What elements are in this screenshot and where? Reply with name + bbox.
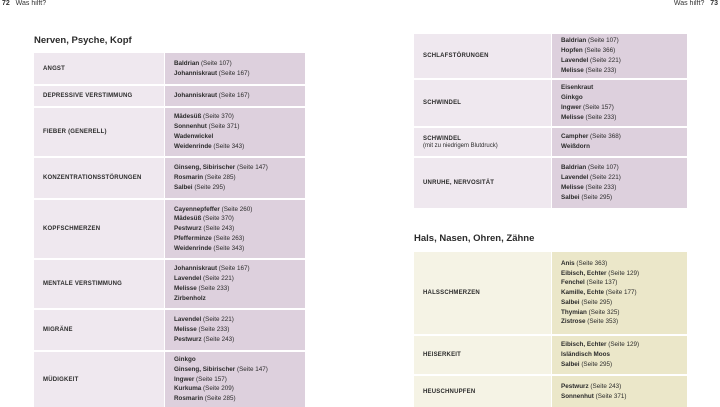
page-reference: (Seite 233): [585, 184, 617, 191]
remedy-item: [561, 46, 687, 56]
page-reference: (Seite 167): [218, 92, 250, 100]
page-reference: (Seite 221): [590, 174, 621, 182]
page-reference: (Seite 260): [221, 205, 253, 213]
page-reference: (Seite 243): [203, 225, 235, 233]
remedy-name: Salbei: [561, 193, 580, 201]
remedy-name: Salbei: [561, 298, 580, 306]
page-reference: (Seite 295): [581, 360, 613, 368]
remedy-item: [561, 83, 687, 93]
remedy-item: [561, 132, 687, 142]
running-title-left: Was hilft?: [15, 0, 47, 7]
page-reference: (Seite 363): [576, 259, 608, 267]
remedy-item: [561, 278, 687, 288]
table-row: [414, 34, 687, 78]
symptom-name: HALSSCHMERZEN: [423, 290, 480, 296]
page-number-right: 73: [710, 0, 718, 7]
symptom-name: HEISERKEIT: [423, 352, 462, 358]
remedy-item: [174, 234, 305, 244]
symptom-name: MENTALE VERSTIMMUNG: [43, 281, 123, 287]
remedy-name: Zistrose: [561, 318, 586, 326]
remedy-item: [561, 269, 687, 279]
remedy-name: Lavendel: [561, 57, 589, 64]
symptom-label: [414, 128, 551, 156]
symptom-label: [414, 34, 551, 78]
table-row: [414, 252, 687, 334]
remedy-item: [174, 315, 305, 325]
remedy-item: [174, 122, 305, 132]
remedy-name: Wadenwickel: [174, 133, 214, 140]
table-row: [34, 260, 305, 308]
remedy-item: [561, 173, 687, 183]
symptom-label: [34, 86, 164, 106]
symptom-name: SCHWINDEL: [423, 135, 462, 142]
table-row: [34, 200, 305, 258]
remedy-item: [174, 59, 305, 69]
remedy-list: [165, 200, 305, 258]
remedy-item: [561, 360, 687, 370]
section-title-nerven: Nerven, Psyche, Kopf: [34, 35, 132, 46]
page-reference: (Seite 371): [595, 392, 627, 400]
remedy-name: Ginseng, Sibirischer: [174, 164, 236, 172]
remedy-item: [174, 394, 305, 404]
remedy-name: Melisse: [561, 66, 584, 74]
remedy-name: Melisse: [174, 285, 197, 292]
remedy-name: Cayennepfeffer: [174, 205, 220, 213]
remedy-list: [552, 376, 687, 407]
remedy-name: Ginkgo: [174, 356, 196, 363]
symptom-label: [34, 310, 164, 350]
page-reference: (Seite 370): [203, 215, 234, 223]
remedy-name: Ingwer: [561, 104, 582, 111]
remedy-list: [165, 108, 305, 156]
page-reference: (Seite 295): [581, 193, 613, 201]
remedy-name: Eibisch, Echter: [561, 341, 607, 349]
remedy-list: [552, 336, 687, 374]
symptom-label: [34, 260, 164, 308]
page-reference: (Seite 157): [583, 104, 614, 111]
symptom-label: [414, 336, 551, 374]
remedy-list: [165, 158, 305, 198]
symptom-label: [414, 252, 551, 334]
page-reference: (Seite 107): [200, 59, 232, 67]
remedy-name: Pestwurz: [174, 335, 202, 343]
page-reference: (Seite 157): [196, 375, 227, 383]
page-reference: (Seite 147): [237, 365, 268, 373]
table-row: [34, 86, 305, 106]
page-reference: (Seite 295): [581, 298, 613, 306]
remedy-name: Campher: [561, 133, 589, 141]
remedy-list: [552, 128, 687, 156]
remedy-item: [561, 317, 687, 327]
remedy-name: Weißdorn: [561, 143, 590, 150]
table-row: [414, 158, 687, 208]
remedy-item: [561, 382, 687, 392]
remedy-item: [561, 36, 687, 46]
table-row: [34, 310, 305, 350]
page-reference: (Seite 295): [194, 183, 226, 191]
remedy-name: Pestwurz: [561, 382, 589, 390]
remedy-name: Weidenrinde: [174, 142, 212, 150]
remedy-name: Melisse: [174, 326, 197, 334]
remedy-item: [174, 163, 305, 173]
page-reference: (Seite 167): [218, 265, 250, 273]
symptom-label: [414, 158, 551, 208]
remedy-table-nerven-continued: [414, 34, 687, 208]
remedy-name: Baldrian: [561, 37, 587, 45]
remedy-name: Baldrian: [561, 164, 587, 172]
page-reference: (Seite 137): [586, 279, 618, 287]
remedy-name: Fenchel: [561, 279, 585, 287]
page-reference: (Seite 221): [203, 316, 234, 324]
page-reference: (Seite 147): [237, 164, 268, 172]
symptom-label: [414, 80, 551, 126]
remedy-name: Eibisch, Echter: [561, 269, 607, 277]
page-number-left: 72: [2, 0, 10, 7]
symptom-label: [414, 376, 551, 407]
symptom-label: [34, 53, 164, 84]
remedy-item: [174, 173, 305, 183]
symptom-name: MÜDIGKEIT: [43, 376, 79, 383]
remedy-name: Johanniskraut: [174, 92, 218, 100]
remedy-item: [174, 205, 305, 215]
symptom-name: SCHLAFSTÖRUNGEN: [423, 53, 489, 59]
remedy-name: Mädesüß: [174, 113, 202, 121]
symptom-name: FIEBER (GENERELL): [43, 129, 107, 135]
page-reference: (Seite 233): [198, 326, 230, 334]
remedy-item: [561, 340, 687, 350]
page-reference: (Seite 370): [203, 113, 234, 121]
table-row: [34, 53, 305, 84]
symptom-name: UNRUHE, NERVOSITÄT: [423, 180, 495, 186]
remedy-item: [561, 56, 687, 66]
page-reference: (Seite 221): [590, 57, 621, 64]
remedy-item: [561, 93, 687, 103]
remedy-item: [174, 224, 305, 234]
remedy-item: [174, 274, 305, 284]
remedy-item: [174, 132, 305, 142]
remedy-item: [174, 214, 305, 224]
remedy-list: [165, 86, 305, 106]
page-reference: (Seite 107): [587, 37, 619, 45]
page-reference: (Seite 107): [587, 164, 619, 172]
remedy-item: [174, 355, 305, 365]
remedy-item: [174, 325, 305, 335]
remedy-name: Anis: [561, 259, 575, 267]
page-reference: (Seite 263): [213, 234, 245, 242]
page-header-left: [2, 0, 46, 7]
remedy-table-nerven: [34, 53, 305, 407]
symptom-name: HEUSCHNUPFEN: [423, 388, 476, 395]
page-reference: (Seite 343): [213, 244, 245, 252]
remedy-item: [174, 69, 305, 79]
page-reference: (Seite 243): [590, 382, 622, 390]
remedy-name: Lavendel: [174, 316, 202, 324]
remedy-item: [174, 284, 305, 294]
page-reference: (Seite 233): [585, 66, 617, 74]
remedy-item: [174, 294, 305, 304]
remedy-name: Rosmarin: [174, 395, 204, 403]
page-reference: (Seite 353): [587, 318, 619, 326]
page-reference: (Seite 325): [588, 308, 620, 316]
remedy-name: Sonnenhut: [561, 392, 594, 400]
table-row: [34, 352, 305, 407]
remedy-name: Johanniskraut: [174, 265, 218, 273]
remedy-name: Melisse: [561, 113, 584, 121]
remedy-name: Kamille, Echte: [561, 289, 605, 297]
symptom-name: DEPRESSIVE VERSTIMMUNG: [43, 93, 133, 99]
page-reference: (Seite 285): [204, 395, 236, 403]
remedy-item: [561, 308, 687, 318]
remedy-item: [561, 350, 687, 360]
symptom-label: [34, 108, 164, 156]
remedy-list: [165, 53, 305, 84]
remedy-item: [561, 66, 687, 76]
remedy-item: [561, 298, 687, 308]
remedy-item: [561, 259, 687, 269]
page-reference: (Seite 233): [198, 285, 230, 292]
table-row: [414, 80, 687, 126]
remedy-name: Lavendel: [561, 174, 589, 182]
remedy-name: Salbei: [174, 183, 193, 191]
remedy-item: [561, 193, 687, 203]
remedy-list: [552, 252, 687, 334]
remedy-item: [561, 288, 687, 298]
page-reference: (Seite 243): [203, 335, 235, 343]
symptom-label: [34, 200, 164, 258]
remedy-name: Isländisch Moos: [561, 351, 610, 359]
remedy-name: Ginkgo: [561, 94, 583, 102]
page-reference: (Seite 167): [218, 69, 250, 77]
symptom-name: ANGST: [43, 65, 65, 72]
remedy-item: [174, 335, 305, 345]
page-reference: (Seite 221): [203, 275, 234, 283]
page-header-right: [674, 0, 718, 7]
remedy-name: Hopfen: [561, 47, 583, 55]
page-reference: (Seite 285): [204, 174, 236, 182]
symptom-name: MIGRÄNE: [43, 327, 73, 333]
remedy-name: Zirbenholz: [174, 294, 206, 302]
remedy-item: [561, 103, 687, 113]
remedy-name: Thymian: [561, 308, 587, 316]
table-row: [414, 376, 687, 407]
remedy-list: [165, 352, 305, 407]
remedy-item: [174, 365, 305, 375]
page-reference: (Seite 129): [608, 341, 640, 349]
remedy-table-hals: [414, 252, 687, 407]
remedy-name: Sonnenhut: [174, 123, 207, 131]
remedy-item: [561, 113, 687, 123]
remedy-name: Kurkuma: [174, 385, 202, 393]
remedy-list: [552, 80, 687, 126]
remedy-name: Mädesüß: [174, 215, 202, 223]
remedy-name: Rosmarin: [174, 174, 204, 182]
remedy-name: Lavendel: [174, 275, 202, 283]
table-row: [34, 108, 305, 156]
remedy-item: [174, 142, 305, 152]
remedy-item: [174, 384, 305, 394]
remedy-name: Pfefferminze: [174, 234, 212, 242]
remedy-item: [561, 392, 687, 402]
page-reference: (Seite 368): [590, 133, 621, 141]
remedy-item: [561, 163, 687, 173]
table-row: [414, 336, 687, 374]
table-row: [34, 158, 305, 198]
remedy-list: [165, 260, 305, 308]
remedy-name: Eisenkraut: [561, 84, 594, 92]
symptom-name: KONZENTRATIONSSTÖRUNGEN: [43, 175, 142, 181]
remedy-name: Ginseng, Sibirischer: [174, 365, 236, 373]
section-title-hals: Hals, Nasen, Ohren, Zähne: [414, 233, 535, 244]
remedy-item: [174, 183, 305, 193]
remedy-item: [174, 112, 305, 122]
remedy-list: [552, 158, 687, 208]
remedy-name: Weidenrinde: [174, 244, 212, 252]
symptom-name: KOPFSCHMERZEN: [43, 226, 101, 232]
remedy-name: Johanniskraut: [174, 69, 218, 77]
page-reference: (Seite 209): [203, 385, 234, 393]
symptom-label: [34, 352, 164, 407]
remedy-list: [552, 34, 687, 78]
page-reference: (Seite 233): [585, 113, 617, 121]
remedy-item: [174, 264, 305, 274]
remedy-item: [174, 375, 305, 385]
page-reference: (Seite 177): [605, 289, 637, 297]
symptom-label: [34, 158, 164, 198]
remedy-item: [174, 244, 305, 254]
running-title-right: Was hilft?: [673, 0, 705, 7]
remedy-name: Baldrian: [174, 59, 200, 67]
remedy-name: Pestwurz: [174, 225, 202, 233]
remedy-name: Ingwer: [174, 375, 195, 383]
page-reference: (Seite 366): [584, 47, 616, 55]
remedy-list: [165, 310, 305, 350]
remedy-item: [174, 91, 305, 101]
page-reference: (Seite 129): [608, 269, 640, 277]
page-reference: (Seite 371): [208, 123, 240, 131]
table-row: [414, 128, 687, 156]
symptom-note: (mit zu niedrigem Blutdruck): [423, 142, 498, 149]
page-reference: (Seite 343): [213, 142, 245, 150]
remedy-item: [561, 142, 687, 152]
remedy-name: Salbei: [561, 360, 580, 368]
symptom-name: SCHWINDEL: [423, 100, 462, 106]
remedy-item: [561, 183, 687, 193]
remedy-name: Melisse: [561, 184, 584, 191]
